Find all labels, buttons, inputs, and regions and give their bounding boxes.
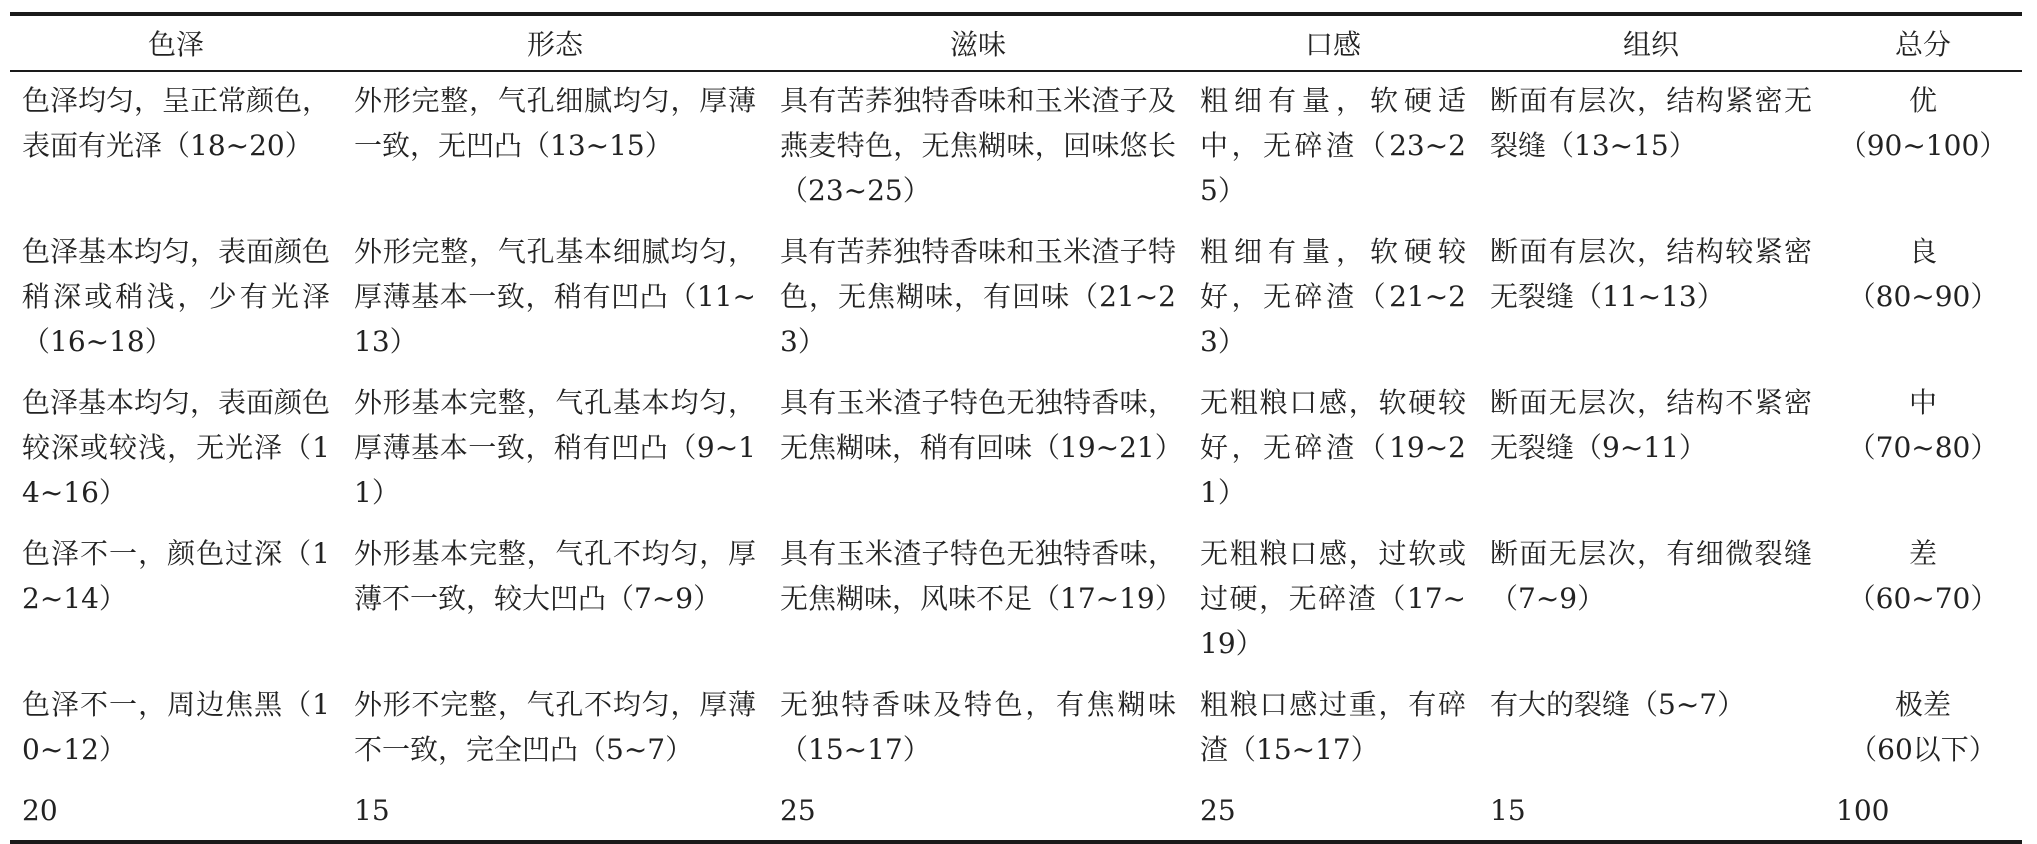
grade-label: 良 [1908, 235, 1937, 268]
total-mouthfeel: 25 [1200, 794, 1236, 827]
table-row [10, 525, 2022, 676]
cell-mouthfeel: 粗细有量，软硬较好，无碎渣（21~23） [1200, 235, 1466, 358]
grade-range: （70~80） [1847, 431, 1999, 464]
cell-grade [1824, 71, 2022, 223]
total-color: 20 [22, 794, 58, 827]
cell-mouthfeel: 无粗粮口感，软硬较好，无碎渣（19~21） [1200, 386, 1466, 509]
cell-shape: 外形完整，气孔细腻均匀，厚薄一致，无凹凸（13~15） [354, 84, 756, 162]
cell-grade [1824, 676, 2022, 782]
total-score: 100 [1836, 794, 1890, 827]
cell-texture: 断面有层次，结构较紧密无裂缝（11~13） [1490, 235, 1812, 313]
grade-range: （80~90） [1847, 280, 1999, 313]
header-mouthfeel: 口感 [1188, 14, 1478, 71]
table-row [10, 71, 2022, 223]
grade-label: 优 [1908, 84, 1937, 117]
grade-label: 中 [1908, 386, 1937, 419]
header-shape: 形态 [342, 14, 768, 71]
cell-color: 色泽基本均匀，表面颜色稍深或稍浅，少有光泽（16~18） [22, 235, 331, 358]
cell-mouthfeel: 无粗粮口感，过软或过硬，无碎渣（17~19） [1200, 537, 1466, 660]
cell-texture: 断面无层次，有细微裂缝（7~9） [1490, 537, 1812, 615]
table-header-row [10, 14, 2022, 71]
header-taste: 滋味 [768, 14, 1188, 71]
cell-taste: 具有玉米渣子特色无独特香味，无焦糊味，稍有回味（19~21） [780, 386, 1183, 464]
cell-taste: 具有苦荞独特香味和玉米渣子及燕麦特色，无焦糊味，回味悠长（23~25） [780, 84, 1176, 207]
cell-grade [1824, 374, 2022, 525]
header-color: 色泽 [10, 14, 342, 71]
grade-label: 极差 [1894, 688, 1951, 721]
cell-shape: 外形基本完整，气孔基本均匀，厚薄基本一致，稍有凹凸（9~11） [354, 386, 756, 509]
grade-range: （60~70） [1847, 582, 1999, 615]
sensory-scoring-table [10, 12, 2022, 844]
table-row [10, 676, 2022, 782]
total-taste: 25 [780, 794, 816, 827]
header-texture: 组织 [1478, 14, 1824, 71]
total-shape: 15 [354, 794, 390, 827]
cell-mouthfeel: 粗粮口感过重，有碎渣（15~17） [1200, 688, 1466, 766]
cell-color: 色泽均匀，呈正常颜色，表面有光泽（18~20） [22, 84, 331, 162]
cell-color: 色泽不一，周边焦黑（10~12） [22, 688, 330, 766]
grade-range: （90~100） [1838, 129, 2008, 162]
cell-taste: 无独特香味及特色，有焦糊味（15~17） [780, 688, 1176, 766]
cell-grade [1824, 525, 2022, 676]
cell-grade [1824, 223, 2022, 374]
table-row [10, 223, 2022, 374]
cell-mouthfeel: 粗细有量，软硬适中，无碎渣（23~25） [1200, 84, 1466, 207]
cell-texture: 断面无层次，结构不紧密无裂缝（9~11） [1490, 386, 1812, 464]
cell-taste: 具有苦荞独特香味和玉米渣子特色，无焦糊味，有回味（21~23） [780, 235, 1176, 358]
grade-label: 差 [1908, 537, 1937, 570]
cell-shape: 外形基本完整，气孔不均匀，厚薄不一致，较大凹凸（7~9） [354, 537, 756, 615]
grade-range: （60以下） [1849, 733, 1997, 766]
total-texture: 15 [1490, 794, 1526, 827]
cell-texture: 断面有层次，结构紧密无裂缝（13~15） [1490, 84, 1812, 162]
totals-row [10, 782, 2022, 842]
cell-taste: 具有玉米渣子特色无独特香味，无焦糊味，风味不足（17~19） [780, 537, 1183, 615]
scoring-table-container [10, 12, 2022, 844]
cell-texture: 有大的裂缝（5~7） [1490, 688, 1746, 721]
cell-shape: 外形不完整，气孔不均匀，厚薄不一致，完全凹凸（5~7） [354, 688, 756, 766]
table-row [10, 374, 2022, 525]
cell-color: 色泽不一，颜色过深（12~14） [22, 537, 330, 615]
header-total-score: 总分 [1824, 14, 2022, 71]
cell-shape: 外形完整，气孔基本细腻均匀，厚薄基本一致，稍有凹凸（11~13） [354, 235, 756, 358]
cell-color: 色泽基本均匀，表面颜色较深或较浅，无光泽（14~16） [22, 386, 331, 509]
